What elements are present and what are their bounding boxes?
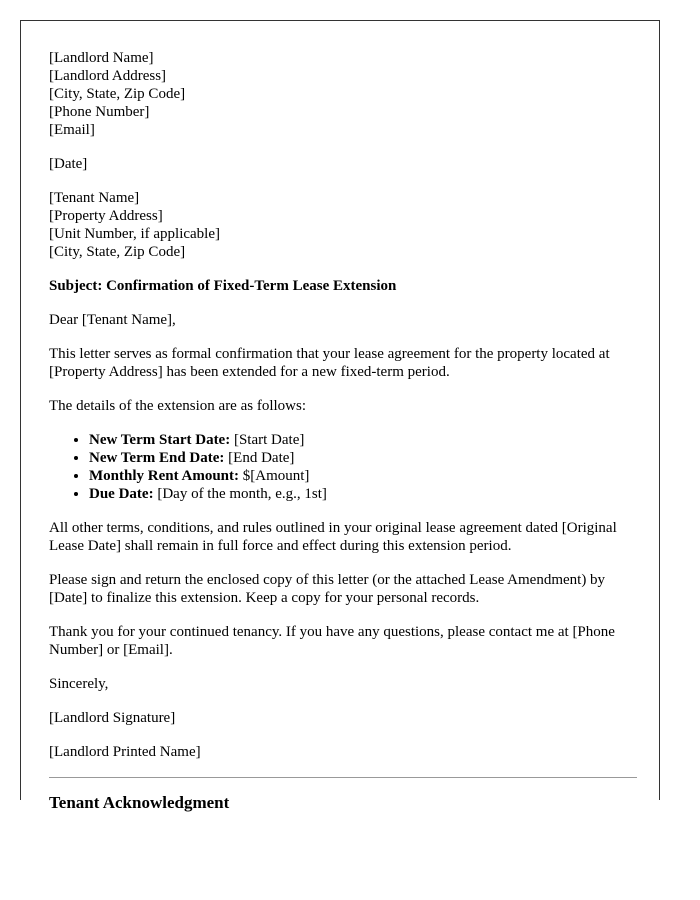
extension-details-list bbox=[49, 431, 637, 503]
sender-line: [Landlord Address] bbox=[49, 68, 167, 84]
paragraph-confirmation: This letter serves as formal confirmation that your lease agreement for the property located at [Property Address] has been extended for a new fixed-term period. bbox=[49, 346, 610, 380]
detail-value: $[Amount] bbox=[239, 468, 310, 484]
list-item bbox=[89, 449, 637, 467]
recipient-address bbox=[49, 189, 637, 261]
recipient-line: [Unit Number, if applicable] bbox=[49, 226, 221, 242]
paragraph-thanks: Thank you for your continued tenancy. If you have any questions, please contact me at [Phone Number] or [Email]. bbox=[49, 624, 615, 658]
sender-address bbox=[49, 49, 637, 139]
landlord-printed-name: [Landlord Printed Name] bbox=[49, 744, 201, 760]
detail-label: New Term End Date: bbox=[89, 450, 225, 466]
list-item bbox=[89, 485, 637, 503]
sender-line: [Landlord Name] bbox=[49, 50, 154, 66]
detail-label: Monthly Rent Amount: bbox=[89, 468, 240, 484]
detail-label: New Term Start Date: bbox=[89, 432, 231, 448]
detail-value: [Day of the month, e.g., 1st] bbox=[153, 486, 327, 502]
sender-line: [Email] bbox=[49, 122, 95, 138]
subject-line: Subject: Confirmation of Fixed-Term Lease Extension bbox=[49, 278, 397, 294]
salutation: Dear [Tenant Name], bbox=[49, 312, 176, 328]
recipient-line: [Tenant Name] bbox=[49, 190, 140, 206]
detail-label: Due Date: bbox=[89, 486, 154, 502]
recipient-line: [City, State, Zip Code] bbox=[49, 244, 186, 260]
sender-line: [Phone Number] bbox=[49, 104, 150, 120]
list-item bbox=[89, 431, 637, 449]
paragraph-terms: All other terms, conditions, and rules outlined in your original lease agreement dated [Original Lease Date] shall remain in full force and effect during this extension period. bbox=[49, 520, 617, 554]
detail-value: [Start Date] bbox=[230, 432, 305, 448]
sender-line: [City, State, Zip Code] bbox=[49, 86, 186, 102]
detail-value: [End Date] bbox=[224, 450, 295, 466]
letter-content bbox=[49, 49, 637, 812]
acknowledgment-title: Tenant Acknowledgment bbox=[49, 793, 230, 812]
landlord-signature: [Landlord Signature] bbox=[49, 710, 176, 726]
closing: Sincerely, bbox=[49, 676, 109, 692]
divider bbox=[49, 777, 637, 778]
paragraph-sign-return: Please sign and return the enclosed copy of this letter (or the attached Lease Amendment) by [Date] to finalize this extension. Keep a copy for your personal records. bbox=[49, 572, 606, 606]
details-intro: The details of the extension are as follows: bbox=[49, 398, 307, 414]
list-item bbox=[89, 467, 637, 485]
letter-date: [Date] bbox=[49, 156, 88, 172]
recipient-line: [Property Address] bbox=[49, 208, 163, 224]
letter-page bbox=[20, 20, 660, 812]
